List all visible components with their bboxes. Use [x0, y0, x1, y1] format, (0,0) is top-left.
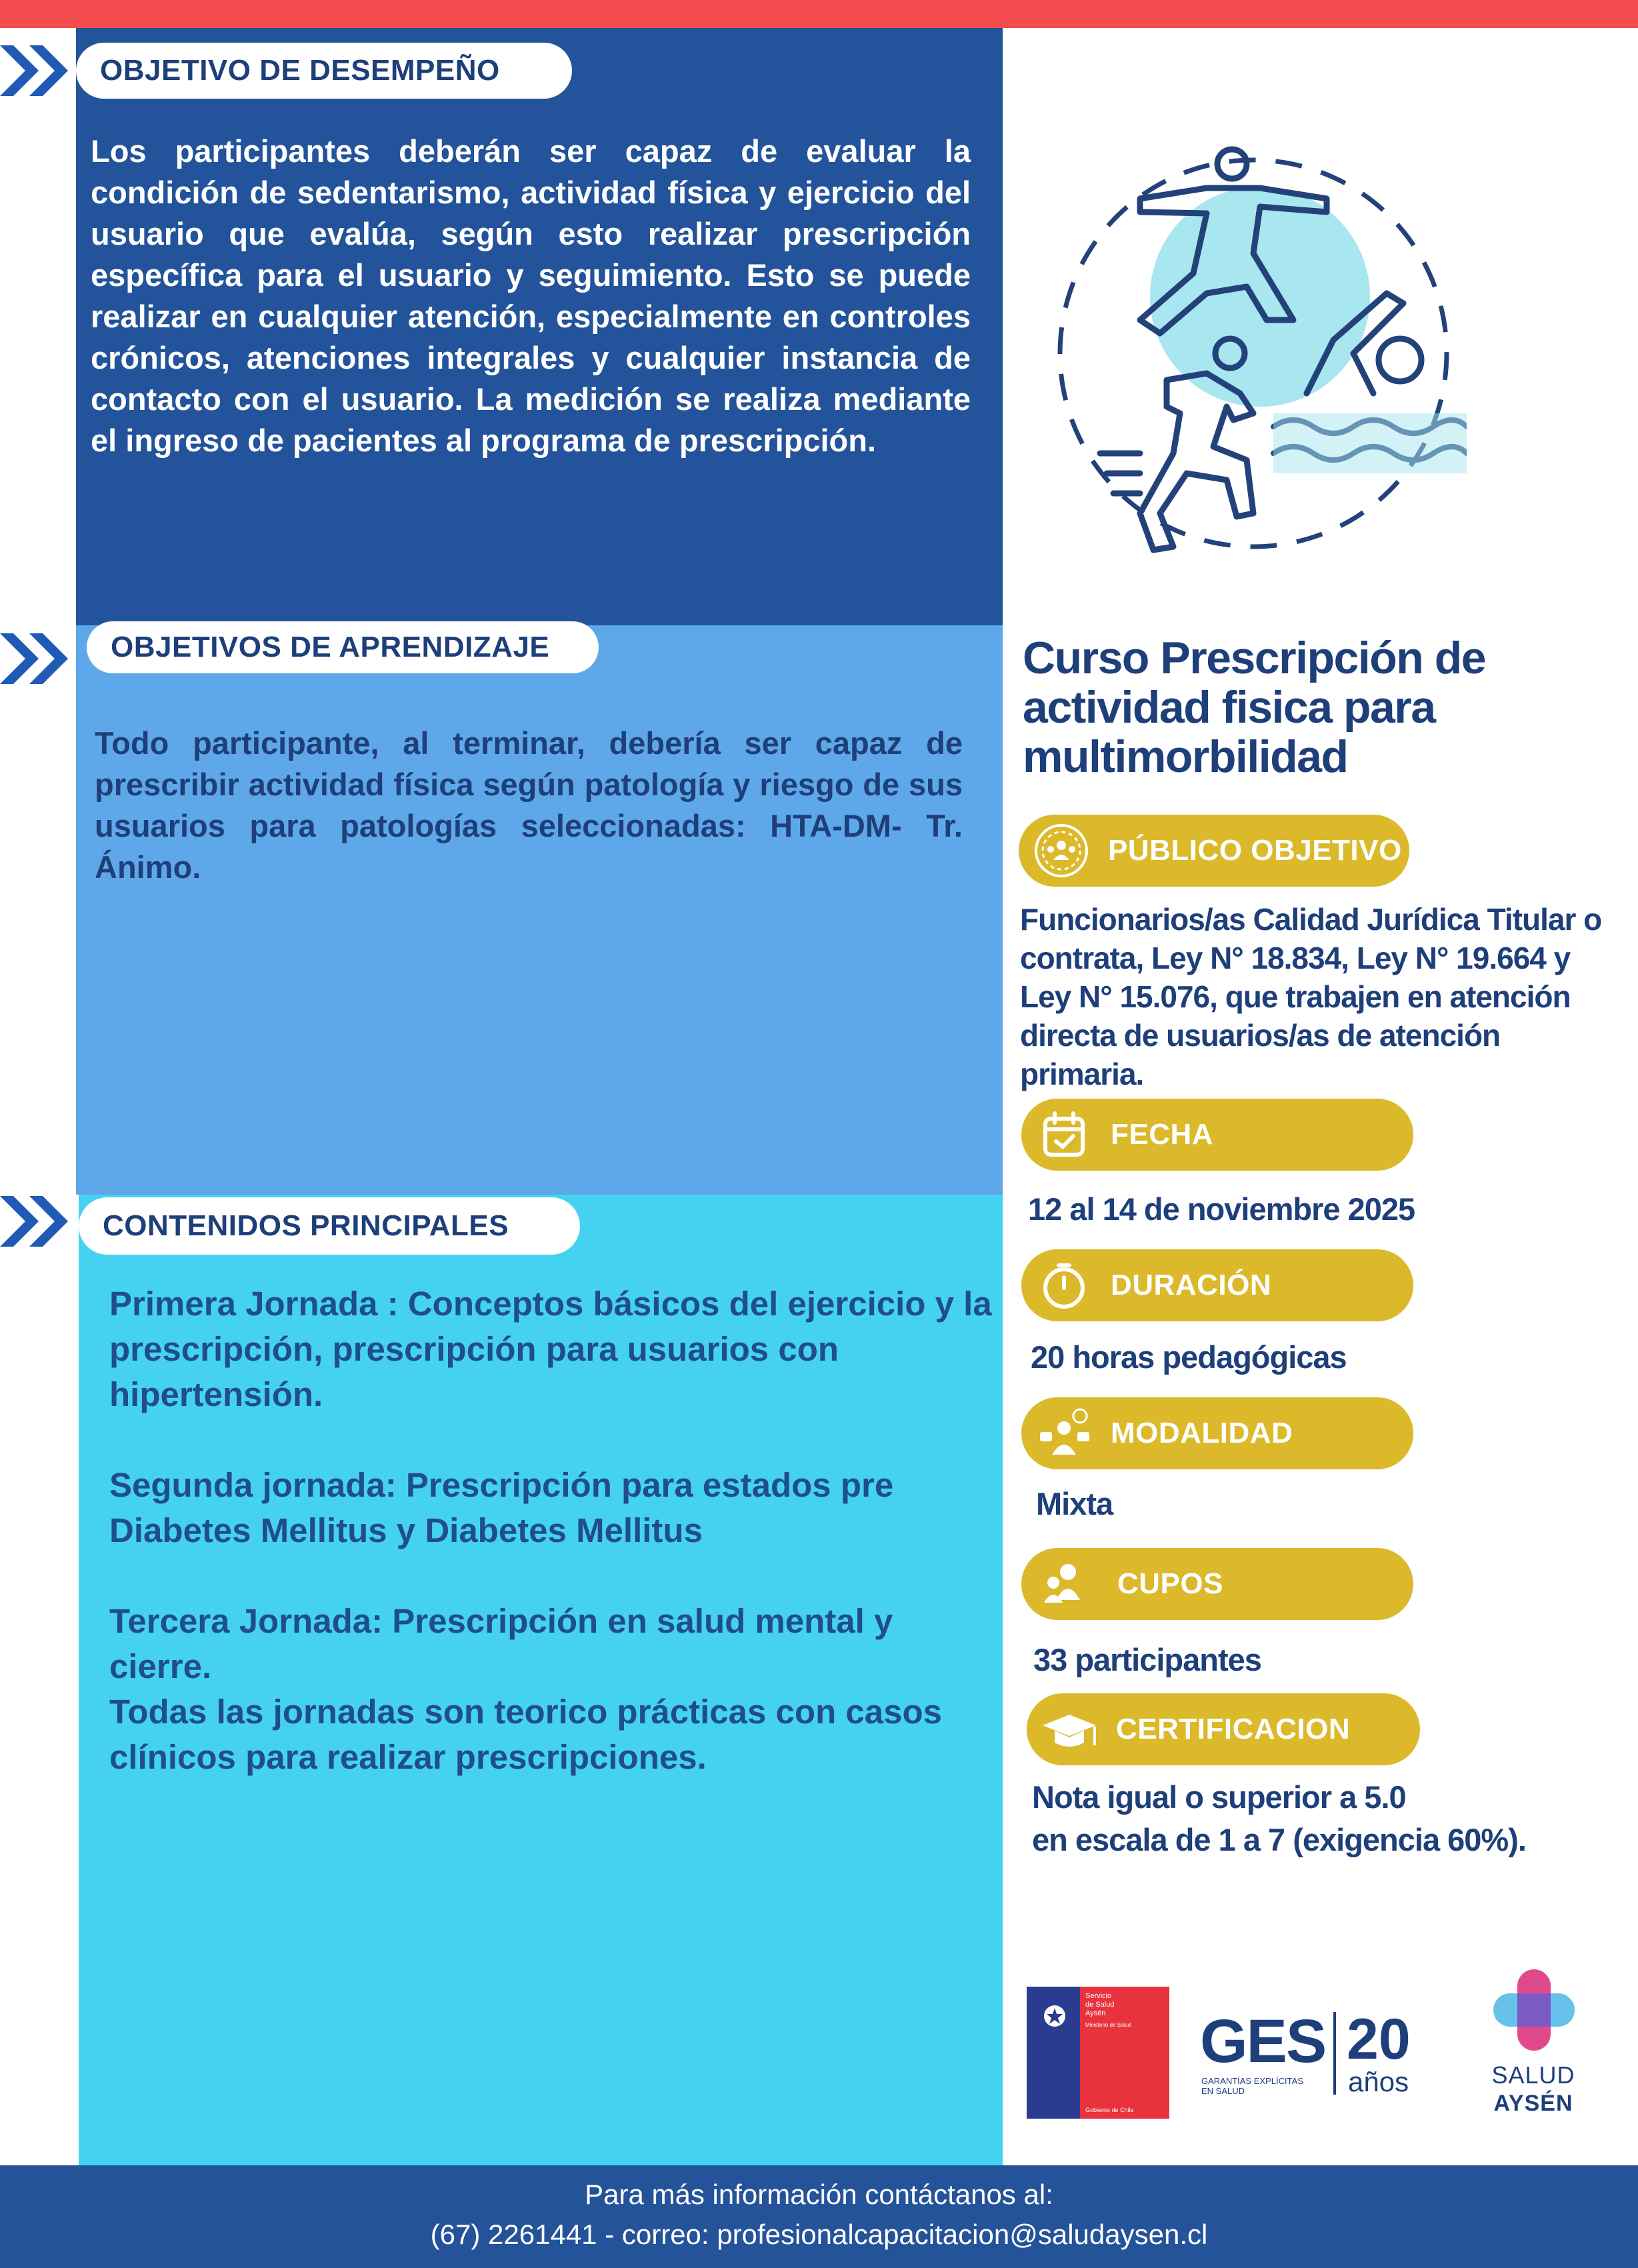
date-label: FECHA [1111, 1118, 1214, 1151]
performance-objective-heading: OBJETIVO DE DESEMPEÑO [76, 43, 572, 99]
ges-years-num: 20 [1347, 2007, 1411, 2071]
servicio-salud-aysen-logo [1027, 1987, 1169, 2119]
certification-pill [1027, 1693, 1420, 1765]
ges-years-word: años [1348, 2066, 1409, 2097]
main-contents-heading: CONTENIDOS PRINCIPALES [79, 1197, 580, 1255]
water-fill [1273, 413, 1467, 473]
date-value: 12 al 14 de noviembre 2025 [1028, 1191, 1415, 1227]
top-accent-bar [0, 0, 1638, 28]
slots-label: CUPOS [1117, 1567, 1223, 1600]
slots-pill [1021, 1548, 1413, 1620]
chevron-arrow-icon [0, 1193, 73, 1249]
calendar-icon [1036, 1107, 1092, 1163]
servicio-ministry: Ministerio de Salud [1085, 2022, 1131, 2028]
footer-line2[interactable]: (67) 2261441 - correo: profesionalcapacitacion@saludaysen.cl [430, 2219, 1208, 2250]
aysen-word: AYSÉN [1493, 2091, 1573, 2116]
course-title: Curso Prescripción de actividad fisica para multimorbilidad [1023, 633, 1486, 782]
exercise-illustration [1040, 140, 1467, 567]
servicio-line1: Servicio [1085, 1992, 1112, 2000]
graduation-cap-icon [1041, 1701, 1097, 1757]
certification-label: CERTIFICACION [1116, 1713, 1351, 1745]
footer-line1: Para más información contáctanos al: [585, 2179, 1053, 2210]
performance-objective-text: Los participantes deberán ser capaz de evaluar la condición de sedentarismo, actividad física y ejercicio del usuario que evalúa, según esto realizar prescripción específica para el usuario y seguimiento. Esto se puede realizar en cualquier atención, especialmente en controles crónicos, atenciones integrales y cualquier instancia de contacto con el usuario. La medición se realiza mediante el ingreso de pacientes al programa de prescripción. [91, 133, 971, 458]
salud-aysen-logo [1480, 1967, 1587, 2120]
certification-value-line2: en escala de 1 a 7 (exigencia 60%). [1032, 1822, 1526, 1857]
learning-objectives-text: Todo participante, al terminar, debería ser capaz de prescribir actividad física según patología y riesgo de sus usuarios para patologías seleccionadas: HTA-DM- Tr. Ánimo. [95, 725, 963, 885]
duration-label: DURACIÓN [1111, 1269, 1272, 1301]
modality-value: Mixta [1036, 1486, 1113, 1521]
servicio-gov: Gobierno de Chile [1080, 2051, 1169, 2119]
runner-figure-icon [1100, 339, 1253, 550]
day1-text: Primera Jornada : Conceptos básicos del ejercicio y la prescripción, prescripción para usuarios con hipertensión. [109, 1285, 992, 1413]
date-pill [1021, 1099, 1413, 1171]
contact-footer [0, 2165, 1638, 2268]
ges-name: GES [1200, 2007, 1326, 2075]
ges-sub2: EN SALUD [1201, 2086, 1245, 2096]
duration-pill [1021, 1249, 1413, 1321]
audience-group-icon [1033, 823, 1089, 879]
certification-value-line1: Nota igual o superior a 5.0 [1032, 1779, 1406, 1815]
chevron-arrow-icon [0, 43, 73, 99]
slots-value: 33 participantes [1033, 1642, 1261, 1677]
stopwatch-icon [1036, 1257, 1092, 1313]
audience-label: PÚBLICO OBJETIVO [1108, 834, 1402, 867]
duration-value: 20 horas pedagógicas [1031, 1339, 1347, 1375]
learning-objectives-heading: OBJETIVOS DE APRENDIZAJE [87, 621, 599, 673]
audience-value: Funcionarios/as Calidad Jurídica Titular o contrata, Ley N° 18.834, Ley N° 19.664 y Ley N° 15.076, que trabajen en atención directa de usuarios/as de atención primaria. [1020, 902, 1602, 1091]
modality-pill [1021, 1397, 1413, 1469]
main-contents-text [109, 1281, 1003, 1780]
ges-sub1: GARANTÍAS EXPLÍCITAS [1201, 2076, 1303, 2086]
sessions-note-text: Todas las jornadas son teorico prácticas con casos clínicos para realizar prescripciones. [109, 1693, 943, 1776]
ges-20-logo [1200, 2009, 1427, 2103]
learning-objectives-panel [76, 625, 1003, 1195]
modality-person-icon [1036, 1405, 1092, 1461]
chevron-arrow-icon [0, 631, 73, 687]
salud-word: SALUD [1491, 2061, 1575, 2089]
day2-text: Segunda jornada: Prescripción para estados pre Diabetes Mellitus y Diabetes Mellitus [109, 1466, 894, 1549]
chile-crest-icon [1041, 2003, 1068, 2029]
salud-cross-icon [1491, 1967, 1577, 2053]
servicio-line2: de Salud [1085, 2001, 1115, 2009]
certification-value [1032, 1776, 1526, 1861]
modality-label: MODALIDAD [1111, 1417, 1293, 1449]
servicio-line3: Aysén [1085, 2009, 1106, 2017]
people-icon [1036, 1556, 1092, 1612]
day3-text: Tercera Jornada: Prescripción en salud mental y cierre. [109, 1602, 893, 1685]
audience-pill [1019, 815, 1409, 887]
